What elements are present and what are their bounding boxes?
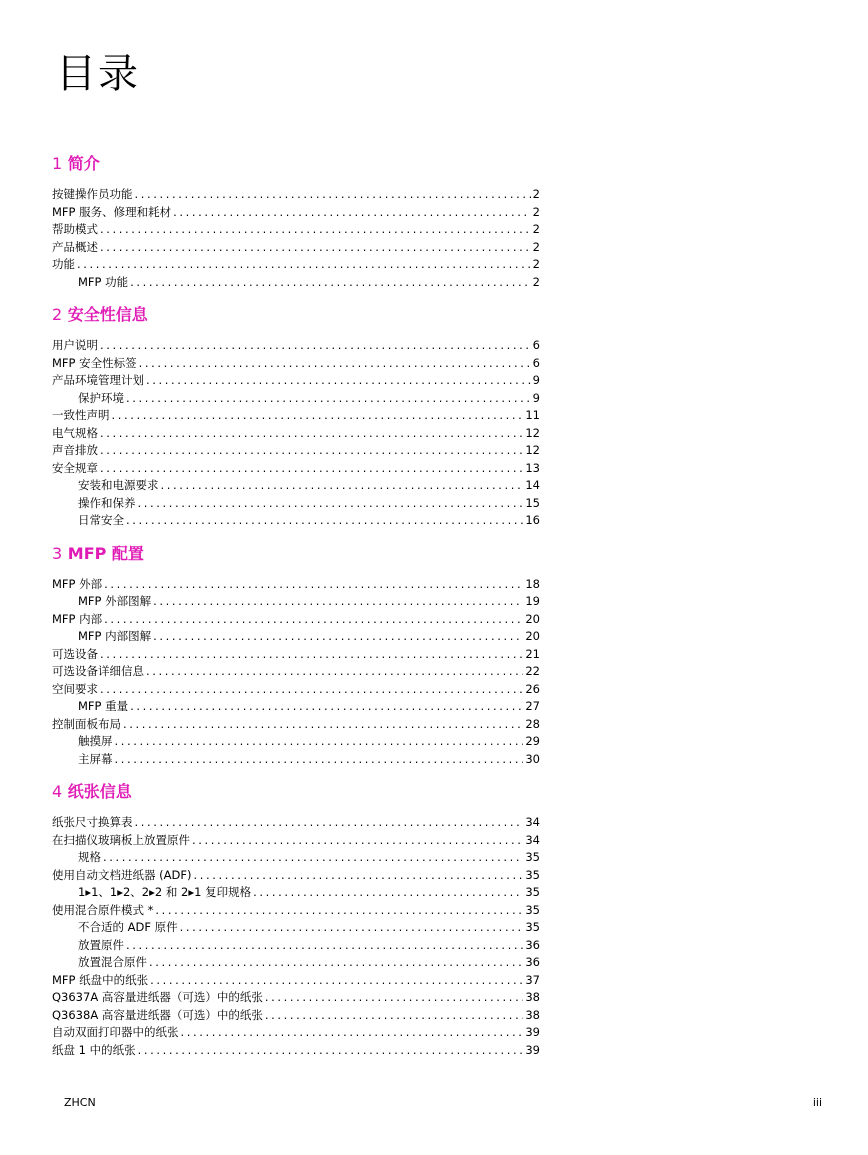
chapter-section bbox=[52, 303, 540, 530]
dot-leader bbox=[100, 221, 531, 239]
toc-entry[interactable] bbox=[52, 407, 540, 425]
toc-entry-title: MFP 外部图解 bbox=[78, 594, 152, 608]
toc-entry[interactable] bbox=[52, 239, 540, 257]
toc-entry-title: 功能 bbox=[52, 257, 75, 271]
toc-entry-page: 35 bbox=[525, 867, 540, 882]
toc-entry[interactable] bbox=[52, 716, 540, 734]
toc-entry-page: 35 bbox=[525, 920, 540, 934]
toc-entry-title: 安装和电源要求 bbox=[78, 478, 159, 492]
toc-entry[interactable] bbox=[52, 256, 540, 274]
toc-entry-page: 20 bbox=[525, 629, 540, 643]
toc-entry-page: 13 bbox=[525, 460, 540, 475]
toc-entry-title: 触摸屏 bbox=[78, 734, 113, 748]
toc-entry[interactable] bbox=[52, 954, 540, 972]
toc-entry[interactable] bbox=[52, 204, 540, 222]
dot-leader bbox=[180, 919, 524, 937]
chapter-number: 2 bbox=[52, 305, 63, 324]
toc-entry[interactable] bbox=[52, 186, 540, 204]
toc-entry-page: 22 bbox=[525, 664, 540, 678]
dot-leader bbox=[77, 256, 531, 274]
dot-leader bbox=[135, 814, 524, 832]
toc-entry-title: 帮助模式 bbox=[52, 222, 98, 236]
toc-entry-page: 12 bbox=[525, 443, 540, 457]
toc-entry[interactable] bbox=[52, 681, 540, 699]
toc-entry-page: 12 bbox=[525, 425, 540, 440]
dot-leader bbox=[149, 954, 523, 972]
toc-entry-title: 放置原件 bbox=[78, 937, 124, 952]
toc-entry-title: 主屏幕 bbox=[78, 751, 113, 766]
dot-leader bbox=[103, 849, 523, 867]
toc-entry-title: 使用自动文档进纸器 (ADF) bbox=[52, 867, 192, 882]
toc-entry-page: 36 bbox=[525, 955, 540, 969]
toc-entry-title: 自动双面打印器中的纸张 bbox=[52, 1025, 179, 1039]
footer-locale: ZHCN bbox=[64, 1096, 96, 1109]
toc-entry-page: 11 bbox=[525, 408, 540, 422]
dot-leader bbox=[115, 751, 524, 769]
dot-leader bbox=[126, 937, 523, 955]
dot-leader bbox=[112, 407, 524, 425]
toc-entry[interactable] bbox=[52, 849, 540, 867]
toc-entry-page: 38 bbox=[525, 990, 540, 1004]
chapter-number: 1 bbox=[52, 154, 63, 173]
dot-leader bbox=[150, 972, 523, 990]
toc-entry[interactable] bbox=[52, 663, 540, 681]
chapter-title: 安全性信息 bbox=[67, 305, 148, 324]
dot-leader bbox=[146, 372, 531, 390]
toc-entry-page: 39 bbox=[525, 1042, 540, 1057]
toc-entry[interactable] bbox=[52, 902, 540, 920]
toc-entry[interactable] bbox=[52, 1042, 540, 1060]
dot-leader bbox=[104, 576, 523, 594]
toc-entry-title: 一致性声明 bbox=[52, 408, 110, 422]
toc-entry-page: 27 bbox=[525, 699, 540, 713]
toc-entry-title: 在扫描仪玻璃板上放置原件 bbox=[52, 832, 190, 847]
chapter-section bbox=[52, 152, 540, 291]
dot-leader bbox=[123, 716, 523, 734]
dot-leader bbox=[192, 832, 523, 850]
toc-entry-title: 1▸1、1▸2、2▸2 和 2▸1 复印规格 bbox=[78, 885, 252, 899]
dot-leader bbox=[161, 477, 524, 495]
toc-entry-page: 19 bbox=[525, 594, 540, 608]
toc-entry-title: 空间要求 bbox=[52, 681, 98, 696]
toc-entry-page: 30 bbox=[525, 751, 540, 766]
toc-entry[interactable] bbox=[52, 274, 540, 292]
toc-entry[interactable] bbox=[52, 390, 540, 408]
toc-entry-page: 15 bbox=[525, 495, 540, 510]
toc-entry-page: 6 bbox=[532, 338, 540, 352]
dot-leader bbox=[100, 239, 531, 257]
chapter-title: 纸张信息 bbox=[67, 782, 132, 801]
toc-entry-page: 39 bbox=[525, 1025, 540, 1039]
toc-entry-page: 2 bbox=[532, 204, 540, 219]
toc-entry-title: MFP 功能 bbox=[78, 274, 129, 289]
toc-entry-page: 2 bbox=[532, 257, 540, 271]
toc-entry-title: MFP 纸盘中的纸张 bbox=[52, 972, 149, 987]
toc-entry[interactable] bbox=[52, 989, 540, 1007]
toc-entry-page: 28 bbox=[525, 716, 540, 731]
toc-entry-title: 产品环境管理计划 bbox=[52, 373, 144, 387]
toc-entry[interactable] bbox=[52, 919, 540, 937]
toc-entry-title: MFP 内部图解 bbox=[78, 629, 152, 643]
toc-entry[interactable] bbox=[52, 611, 540, 629]
toc-entry[interactable] bbox=[52, 814, 540, 832]
toc-entry-title: 纸张尺寸换算表 bbox=[52, 815, 133, 829]
toc-entry[interactable] bbox=[52, 733, 540, 751]
dot-leader bbox=[104, 611, 523, 629]
dot-leader bbox=[100, 337, 531, 355]
toc-entry-page: 14 bbox=[525, 478, 540, 492]
toc-entry-page: 37 bbox=[525, 972, 540, 987]
dot-leader bbox=[115, 733, 524, 751]
dot-leader bbox=[146, 663, 523, 681]
toc-entry[interactable] bbox=[52, 425, 540, 443]
toc-entry-title: MFP 重量 bbox=[78, 699, 129, 713]
toc-entry-page: 18 bbox=[525, 576, 540, 591]
dot-leader bbox=[138, 495, 524, 513]
chapter-section bbox=[52, 780, 540, 1059]
toc-entry-title: 不合适的 ADF 原件 bbox=[78, 920, 178, 934]
toc-entry-title: 电气规格 bbox=[52, 425, 98, 440]
dot-leader bbox=[100, 425, 523, 443]
toc-entry[interactable] bbox=[52, 628, 540, 646]
chapter-title: 简介 bbox=[67, 154, 100, 173]
chapter-heading[interactable] bbox=[52, 780, 540, 804]
dot-leader bbox=[155, 902, 523, 920]
toc-entry[interactable] bbox=[52, 832, 540, 850]
chapter-heading[interactable] bbox=[52, 303, 540, 327]
chapter-heading[interactable] bbox=[52, 542, 540, 566]
toc-entry-page: 9 bbox=[532, 390, 540, 405]
chapter-number: 4 bbox=[52, 782, 63, 801]
toc-entry[interactable] bbox=[52, 751, 540, 769]
toc-entry-page: 26 bbox=[525, 681, 540, 696]
toc-entry-title: 可选设备详细信息 bbox=[52, 664, 144, 678]
toc-entry-title: 操作和保养 bbox=[78, 495, 136, 510]
dot-leader bbox=[126, 512, 523, 530]
dot-leader bbox=[100, 681, 523, 699]
chapter-title: MFP 配置 bbox=[67, 543, 144, 563]
dot-leader bbox=[139, 355, 531, 373]
toc-entry-page: 38 bbox=[525, 1007, 540, 1022]
dot-leader bbox=[100, 646, 523, 664]
toc-entry-title: 使用混合原件模式 * bbox=[52, 902, 154, 917]
toc-entry[interactable] bbox=[52, 460, 540, 478]
dot-leader bbox=[265, 989, 524, 1007]
page-title: 目录 bbox=[56, 51, 140, 97]
toc-entry[interactable] bbox=[52, 477, 540, 495]
toc-entry[interactable] bbox=[52, 937, 540, 955]
toc-entry-page: 2 bbox=[532, 187, 540, 201]
dot-leader bbox=[135, 186, 531, 204]
toc-entry-title: MFP 安全性标签 bbox=[52, 355, 137, 370]
toc-entry-page: 34 bbox=[525, 832, 540, 847]
toc-entry-title: 保护环境 bbox=[78, 390, 124, 405]
toc-entry[interactable] bbox=[52, 337, 540, 355]
toc-entry-title: MFP 服务、修理和耗材 bbox=[52, 204, 172, 219]
dot-leader bbox=[181, 1024, 524, 1042]
dot-leader bbox=[265, 1007, 524, 1025]
dot-leader bbox=[153, 593, 523, 611]
toc-entry-page: 16 bbox=[525, 513, 540, 527]
toc-entry[interactable] bbox=[52, 1007, 540, 1025]
toc-entry-page: 2 bbox=[532, 239, 540, 254]
toc-entry[interactable] bbox=[52, 495, 540, 513]
toc-entry-title: 安全规章 bbox=[52, 460, 98, 475]
toc-entry-page: 2 bbox=[532, 274, 540, 289]
toc-entry[interactable] bbox=[52, 1024, 540, 1042]
toc-entry-page: 36 bbox=[525, 937, 540, 952]
dot-leader bbox=[126, 390, 531, 408]
dot-leader bbox=[130, 274, 531, 292]
toc-entry-page: 29 bbox=[525, 734, 540, 748]
toc-entry[interactable] bbox=[52, 372, 540, 390]
toc-entry[interactable] bbox=[52, 221, 540, 239]
toc-entry[interactable] bbox=[52, 512, 540, 530]
footer-page-number: iii bbox=[812, 1096, 822, 1109]
toc-entry[interactable] bbox=[52, 698, 540, 716]
toc-entry-page: 9 bbox=[532, 373, 540, 387]
dot-leader bbox=[130, 698, 523, 716]
toc-entry-title: 声音排放 bbox=[52, 443, 98, 457]
toc-entry[interactable] bbox=[52, 646, 540, 664]
chapter-number: 3 bbox=[52, 543, 63, 563]
toc-entry[interactable] bbox=[52, 867, 540, 885]
toc-entry-title: 用户说明 bbox=[52, 338, 98, 352]
toc-entry-page: 20 bbox=[525, 611, 540, 626]
toc-entry-page: 34 bbox=[525, 815, 540, 829]
toc-entry-page: 35 bbox=[525, 885, 540, 899]
toc-entry-page: 21 bbox=[525, 646, 540, 661]
dot-leader bbox=[100, 460, 523, 478]
chapter-heading[interactable] bbox=[52, 152, 540, 176]
toc-entry[interactable] bbox=[52, 593, 540, 611]
toc-entry-title: MFP 内部 bbox=[52, 611, 103, 626]
dot-leader bbox=[173, 204, 531, 222]
dot-leader bbox=[138, 1042, 524, 1060]
dot-leader bbox=[193, 867, 523, 885]
table-of-contents bbox=[52, 152, 540, 1071]
toc-entry-title: MFP 外部 bbox=[52, 576, 103, 591]
toc-entry-title: 可选设备 bbox=[52, 646, 98, 661]
toc-entry-title: 控制面板布局 bbox=[52, 716, 121, 731]
toc-entry-title: 纸盘 1 中的纸张 bbox=[52, 1042, 136, 1057]
toc-entry-page: 6 bbox=[532, 355, 540, 370]
toc-entry-page: 2 bbox=[532, 222, 540, 236]
toc-entry[interactable] bbox=[52, 972, 540, 990]
dot-leader bbox=[153, 628, 523, 646]
toc-entry-title: 日常安全 bbox=[78, 513, 124, 527]
toc-entry[interactable] bbox=[52, 442, 540, 460]
toc-entry[interactable] bbox=[52, 576, 540, 594]
toc-entry-title: 按键操作员功能 bbox=[52, 187, 133, 201]
toc-entry-title: 产品概述 bbox=[52, 239, 98, 254]
chapter-section bbox=[52, 542, 540, 769]
toc-entry[interactable] bbox=[52, 884, 540, 902]
toc-entry-title: 放置混合原件 bbox=[78, 955, 147, 969]
toc-entry-page: 35 bbox=[525, 850, 540, 864]
toc-entry-title: Q3637A 高容量进纸器（可选）中的纸张 bbox=[52, 990, 263, 1004]
toc-entry-title: 规格 bbox=[78, 850, 101, 864]
dot-leader bbox=[253, 884, 523, 902]
toc-entry-title: Q3638A 高容量进纸器（可选）中的纸张 bbox=[52, 1007, 263, 1022]
toc-entry-page: 35 bbox=[525, 902, 540, 917]
dot-leader bbox=[100, 442, 523, 460]
toc-entry[interactable] bbox=[52, 355, 540, 373]
